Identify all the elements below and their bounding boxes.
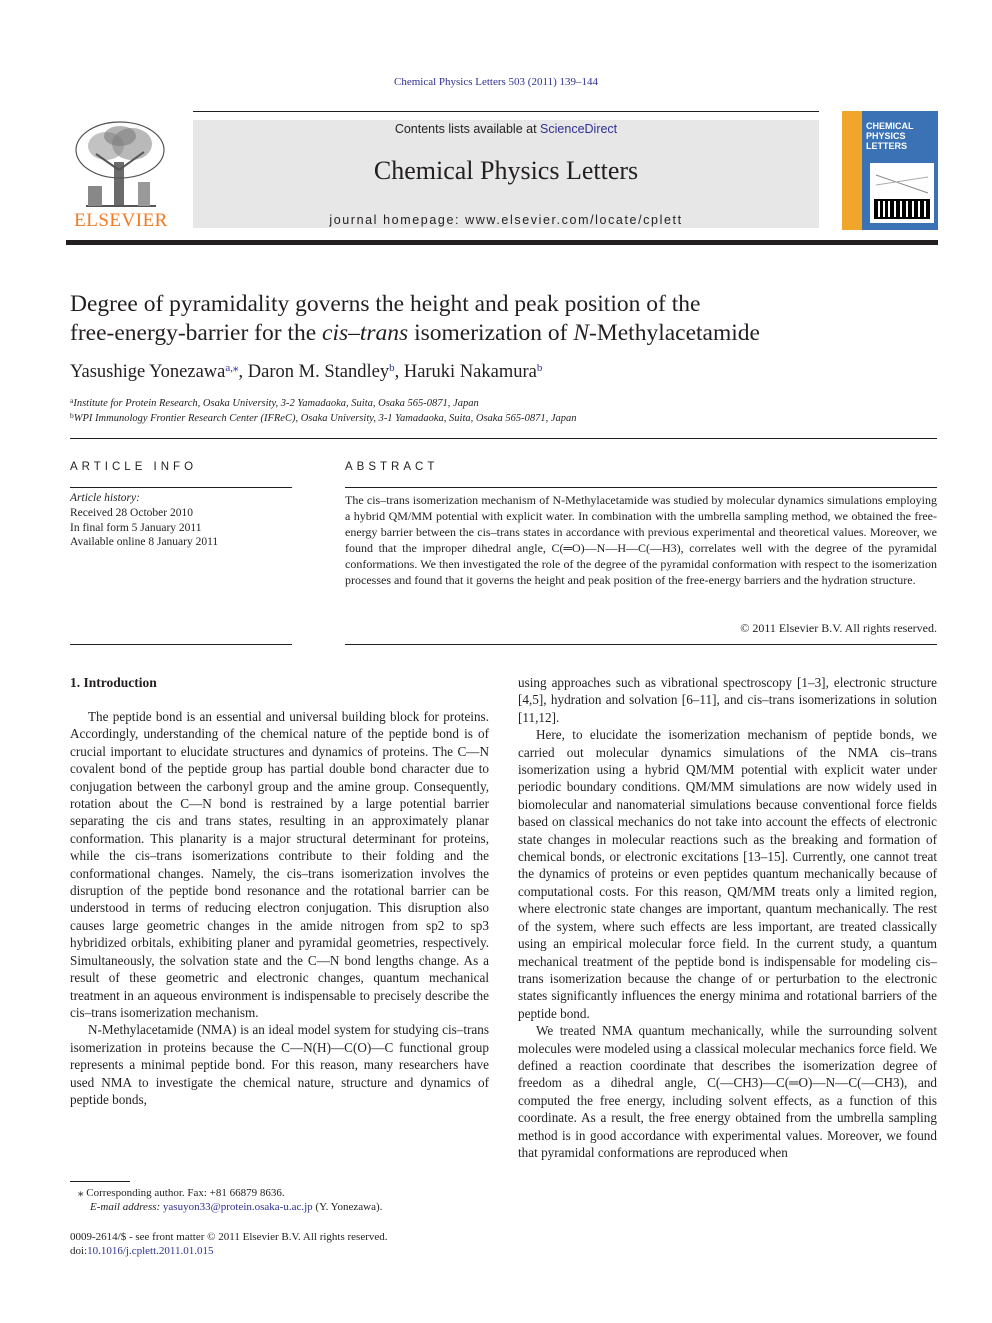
cover-title-line: PHYSICS [866, 131, 906, 141]
paragraph: We treated NMA quantum mechanically, while the surrounding solvent molecules were modeled using a classical molecular mechanics force field. We defined a reaction coordinate that describes the isomerization degree of freedom as a dihedral angle, C(—CH3)—C(═O)—N—C(—CH3), and computed the free energy, including solvent effects, as a function of this coordinate. As a result, the free energy obtained from the umbrella sampling method is in good accordance with experimental values. Moreover, we found that pyramidal conformations are reproduced when [518, 1023, 937, 1160]
section-heading-introduction: 1. Introduction [70, 675, 157, 690]
body-column-left [70, 708, 489, 1108]
cover-title-line: LETTERS [866, 141, 908, 151]
author-name[interactable]: Yasushige Yonezawa [70, 362, 226, 382]
contents-line [193, 122, 819, 136]
doi-label: doi: [70, 1245, 88, 1257]
body-column-right [518, 674, 937, 1161]
cover-strip [842, 111, 862, 230]
affil-text: WPI Immunology Frontier Research Center (IFReC), Osaka University, 3-1 Yamadaoka, Suita, Osaka 565-0871, Japan [73, 413, 577, 424]
author-affil-sup[interactable]: b [389, 362, 395, 374]
article-history [70, 491, 218, 550]
publisher-name: ELSEVIER [74, 210, 168, 231]
author-name[interactable]: Daron M. Standley [247, 362, 390, 382]
paragraph: N-Methylacetamide (NMA) is an ideal model system for studying cis–trans isomerization in proteins because the C—N(H)—C(O)—C functional group represents a minimal peptide bond. For this reason, many researchers have used NMA to investigate the chemical nature, structure and dynamics of peptide bonds, [70, 1022, 489, 1107]
title-text: -Methylacetamide [589, 320, 760, 346]
email-label: E-mail address: [90, 1201, 161, 1213]
doi-line [70, 1245, 214, 1257]
affil-sup: b [70, 411, 74, 420]
email-note [90, 1201, 382, 1213]
history-online: Available online 8 January 2011 [70, 536, 219, 549]
abstract-rule [345, 487, 937, 488]
corresponding-author-note: ⁎ Corresponding author. Fax: +81 66879 8636. [78, 1187, 285, 1199]
journal-homepage[interactable]: journal homepage: www.elsevier.com/locate/cplett [329, 213, 683, 227]
info-bottom-rule [70, 644, 292, 645]
affil-text: Institute for Protein Research, Osaka University, 3-2 Yamadaoka, Suita, Osaka 565-0871, Japan [73, 398, 479, 409]
article-info-label: ARTICLE INFO [70, 461, 198, 473]
info-rule [70, 487, 292, 488]
author-affil-sup[interactable]: b [536, 362, 543, 374]
affil-sup: a [70, 396, 74, 405]
affiliation-a [70, 396, 479, 409]
doi-link[interactable]: 10.1016/j.cplett.2011.01.015 [87, 1245, 214, 1257]
journal-title: Chemical Physics Letters [373, 156, 639, 185]
cover-title-line: CHEMICAL [866, 121, 914, 131]
title-text: isomerization of [408, 320, 574, 346]
article-title [70, 290, 930, 348]
barcode-icon [870, 163, 934, 223]
journal-banner [193, 120, 819, 228]
header-thick-rule [66, 240, 938, 245]
affiliation-b [70, 411, 577, 424]
email-name: (Y. Yonezawa). [315, 1201, 383, 1213]
author-list: Yasushige Yonezawa$^{a,⁎}$, Daron M. Standley$^b$, Haruki Nakamura$^b$ [70, 362, 543, 382]
elsevier-logo[interactable] [66, 120, 176, 232]
history-received: Received 28 October 2010 [70, 506, 193, 519]
author-affil-sup[interactable]: a,⁎ [225, 362, 239, 374]
header-rule [193, 111, 819, 112]
email-link[interactable]: yasuyon33@protein.osaka-u.ac.jp [162, 1201, 313, 1213]
abstract-text: The cis–trans isomerization mechanism of N-Methylacetamide was studied by molecular dynamics simulations employing a hybrid QM/MM potential with explicit water. In combination with the umbrella sampling method, we obtained the free-energy barrier between the cis–trans states in accordance with previous experimental and theoretical values. Moreover, we found that the improper dihedral angle, C(═O)—N—H—C(—H3), correlates well with the degree of the pyramidal conformations. We then investigated the role of the degree of the pyramidal conformation with respect to the isomerization processes and found that it governs the height and peak position of the free-energy barriers and the hydration structure. [345, 493, 937, 587]
abstract-copyright: © 2011 Elsevier B.V. All rights reserved. [740, 621, 937, 635]
paragraph: Here, to elucidate the isomerization mechanism of peptide bonds, we carried out molecular dynamics simulations of the NMA cis–trans isomerization using a hybrid QM/MM potential with explicit water under periodic boundary conditions. QM/MM simulations are now widely used in biomolecular and nanomaterial simulations because conventional force fields based on classical mechanics do not take into account the effects of electronic state changes in molecular reactions such as the breaking and formation of chemical bonds, or electronic excitations [13–15]. Currently, one cannot treat the dynamics of proteins or even peptides quantum mechanically because of computational costs. For this reason, QM/MM treats only a limited region, where electronic state changes are important, quantum mechanically. The rest of the system, where such effects are less important, are treated classically using an empirical molecular force field. In the current study, a quantum mechanical treatment of the peptide bond is indispensable for modeling cis–trans isomerization because the change of or perturbation to the electronic states significantly influences the energy minima and rotational barriers of the peptide bond. [518, 727, 937, 1021]
abstract-label: ABSTRACT [345, 461, 439, 473]
contents-prefix: Contents lists available at [394, 122, 537, 136]
title-italic: cis–trans [322, 320, 409, 346]
cover-figure [870, 163, 934, 223]
title-italic: N [573, 320, 590, 346]
title-text: free-energy-barrier for the [70, 320, 323, 346]
paragraph: using approaches such as vibrational spectroscopy [1–3], electronic structure [4,5], hydration and solvation [6–11], and cis–trans isomerizations in solution [11,12]. [518, 675, 937, 725]
history-heading: Article history: [70, 492, 140, 504]
title-line-1: Degree of pyramidality governs the height and peak position of the [70, 291, 701, 317]
history-final: In final form 5 January 2011 [70, 521, 202, 534]
author-name[interactable]: Haruki Nakamura [403, 362, 537, 382]
issn-line: 0009-2614/$ - see front matter © 2011 Elsevier B.V. All rights reserved. [70, 1231, 388, 1243]
footnote-rule [70, 1181, 130, 1182]
cover-title [866, 121, 914, 151]
journal-citation[interactable]: Chemical Physics Letters 503 (2011) 139–144 [394, 76, 598, 88]
tree-icon [66, 120, 176, 212]
section-divider [70, 438, 937, 439]
title-line-2 [70, 319, 930, 348]
paragraph: The peptide bond is an essential and universal building block for proteins. Accordingly, understanding of the chemical nature of the peptide bond is of crucial important to elucidate structures and dynamics of proteins. The C—N covalent bond of the peptide group has partial double bond character due to conjugation between the carbonyl group and the amine group. Consequently, rotation about the C—N bond is restrained by a large potential barrier separating the cis and trans states, resulting in an approximately planar conformation. This planarity is a major structural determinant for proteins, while the cis–trans isomerizations contribute to their folding and the conformational changes. Namely, the cis–trans isomerization involves the disruption of the peptide bond resonance and the rotational barrier can be understood in terms of reducing electron conjugation. This disruption also causes large geometric changes in the amide nitrogen from sp2 to sp3 hybridized orbitals, exhibiting planer and pyramidal geometries, respectively. Simultaneously, the solvation state and the C—N bond lengths change. As a result of these geometric and electronic changes, quantum mechanical treatment in an aqueous environment is indispensable to precisely describe the cis–trans isomerization mechanism. [70, 709, 489, 1020]
journal-cover-image[interactable] [842, 111, 938, 230]
sciencedirect-link[interactable]: ScienceDirect [540, 122, 618, 136]
abstract-bottom-rule [345, 644, 937, 645]
